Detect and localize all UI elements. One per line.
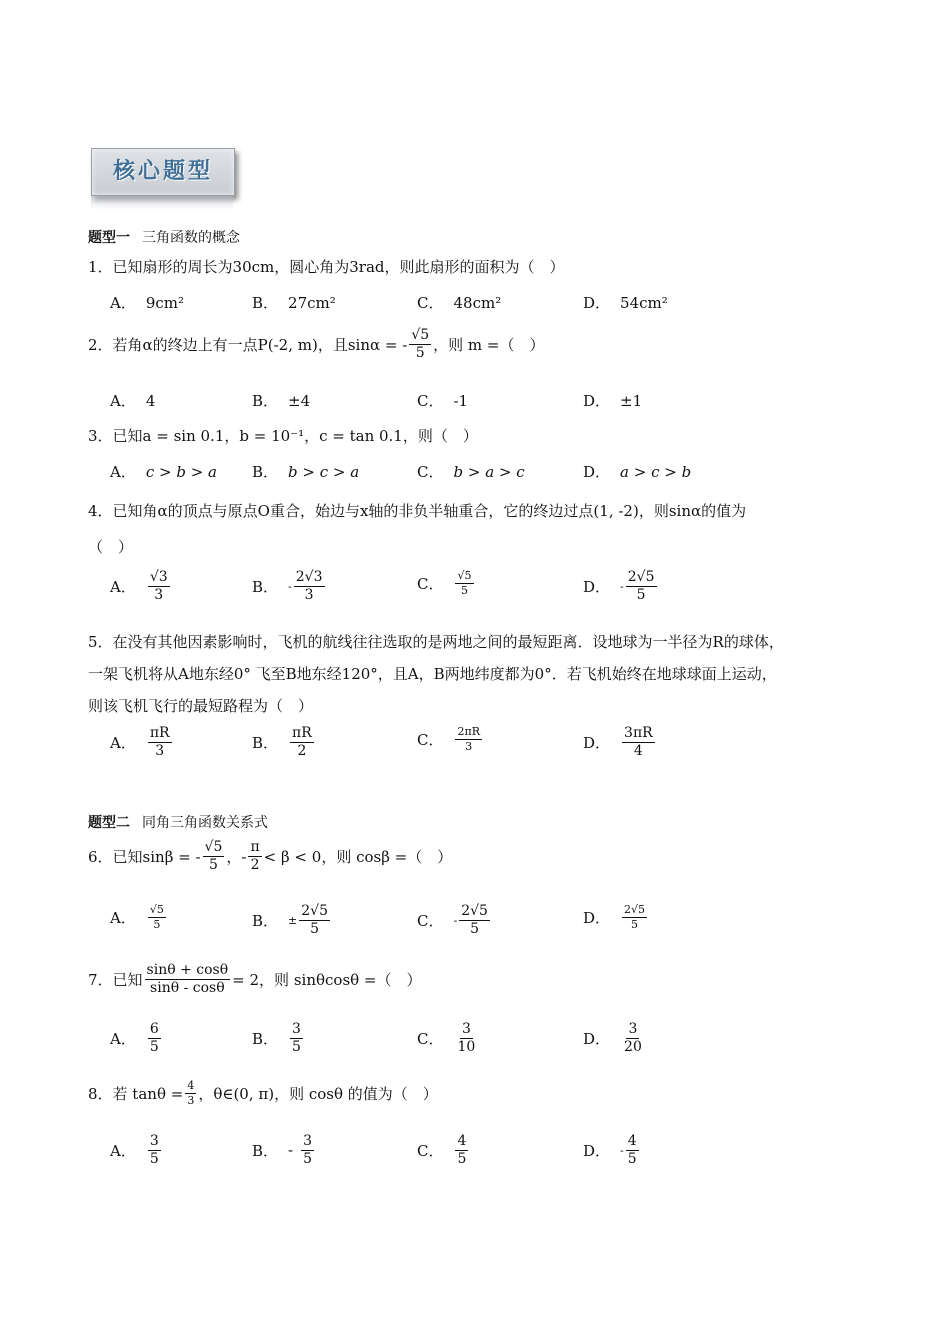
q2-option-d[interactable] xyxy=(583,390,642,411)
option-label: C． xyxy=(417,1141,444,1160)
option-value: b > c > a xyxy=(288,462,360,481)
q8-option-c[interactable] xyxy=(417,1134,470,1166)
denominator: 5 xyxy=(457,1150,467,1167)
q6-option-d[interactable] xyxy=(583,904,649,930)
option-label: D． xyxy=(583,1029,611,1048)
section-label: 题型一 xyxy=(88,230,130,246)
question-text: 6．已知sinβ = - xyxy=(88,847,201,866)
option-label: A． xyxy=(110,1029,136,1048)
fraction xyxy=(455,1022,477,1054)
numerator: 2√3 xyxy=(295,569,323,585)
fraction xyxy=(409,328,431,360)
option-label: A． xyxy=(110,577,136,596)
option-label: A． xyxy=(110,1141,136,1160)
denominator: 20 xyxy=(624,1038,642,1055)
option-label: A． xyxy=(110,733,136,752)
numerator: 3 xyxy=(303,1133,313,1149)
q1-option-c[interactable] xyxy=(417,292,501,313)
denominator: 3 xyxy=(155,742,165,759)
q2-option-b[interactable] xyxy=(252,390,310,411)
fraction xyxy=(148,1134,161,1166)
denominator: 5 xyxy=(153,917,161,931)
q6-option-c[interactable] xyxy=(417,904,492,936)
numerator: √3 xyxy=(149,569,168,585)
q8-option-d[interactable] xyxy=(583,1134,641,1166)
q5-option-a[interactable] xyxy=(110,726,174,758)
q5-option-c[interactable] xyxy=(417,726,484,752)
option-label: C． xyxy=(417,911,444,930)
denominator: 3 xyxy=(304,586,314,603)
question-5-line-3: 则该飞机飞行的最短路程为（ ） xyxy=(88,697,314,715)
option-label: D． xyxy=(583,908,611,927)
sign: - xyxy=(288,1141,294,1160)
q4-option-b[interactable] xyxy=(252,570,327,602)
banner-reflection xyxy=(91,196,233,210)
option-label: D． xyxy=(583,733,611,752)
q4-option-a[interactable] xyxy=(110,570,172,602)
question-text: 8．若 tanθ = xyxy=(88,1084,184,1103)
option-label: D． xyxy=(583,1141,611,1160)
option-label: A． xyxy=(110,463,136,481)
fraction xyxy=(622,726,655,758)
denominator: 5 xyxy=(310,920,320,937)
option-value: ±4 xyxy=(288,391,311,410)
fraction xyxy=(203,840,225,872)
option-label: B． xyxy=(252,294,279,312)
fraction xyxy=(459,904,490,936)
question-text: < β < 0，则 cosβ =（ ） xyxy=(263,847,453,866)
fraction xyxy=(148,570,170,602)
option-label: A． xyxy=(110,392,136,410)
option-label: B． xyxy=(252,463,279,481)
numerator: 3 xyxy=(149,1133,159,1149)
numerator: πR xyxy=(149,725,170,741)
numerator: πR xyxy=(292,725,312,741)
q3-option-b[interactable] xyxy=(252,461,359,482)
q3-option-c[interactable] xyxy=(417,461,525,482)
fraction xyxy=(455,570,473,596)
q4-option-c[interactable] xyxy=(417,570,476,596)
denominator: 5 xyxy=(636,586,646,603)
denominator: 5 xyxy=(303,1150,313,1167)
sign: - xyxy=(620,579,624,593)
option-label: C． xyxy=(417,574,444,593)
q8-option-b[interactable] xyxy=(252,1134,316,1166)
option-label: B． xyxy=(252,1141,279,1160)
fraction xyxy=(301,1134,314,1166)
numerator: 3 xyxy=(628,1021,638,1037)
sign: - xyxy=(620,1143,624,1157)
numerator: 2√5 xyxy=(301,903,328,919)
option-label: C． xyxy=(417,730,444,749)
section-heading-2 xyxy=(88,812,268,832)
fraction xyxy=(455,726,482,752)
option-label: B． xyxy=(252,911,279,930)
fraction xyxy=(185,1080,196,1106)
fraction xyxy=(148,904,166,930)
q2-option-c[interactable] xyxy=(417,390,468,411)
question-5-line-1: 5．在没有其他因素影响时，飞机的航线往往选取的是两地之间的最短距离．设地球为一半径为R的球体， xyxy=(88,633,784,651)
numerator: √5 xyxy=(457,569,472,582)
option-label: A． xyxy=(110,908,136,927)
option-label: D． xyxy=(583,392,611,410)
option-label: B． xyxy=(252,1029,279,1048)
fraction xyxy=(290,726,314,758)
numerator: 4 xyxy=(457,1133,467,1149)
option-value: a > c > b xyxy=(620,462,692,481)
option-label: B． xyxy=(252,733,279,752)
option-value: 9cm² xyxy=(145,293,185,312)
numerator: 2πR xyxy=(457,725,480,738)
q2-option-a[interactable] xyxy=(110,390,155,411)
q5-option-b[interactable] xyxy=(252,726,316,758)
q6-option-a[interactable] xyxy=(110,904,168,930)
q8-option-a[interactable] xyxy=(110,1134,163,1166)
sign: - xyxy=(288,579,292,593)
denominator: 10 xyxy=(457,1038,476,1055)
denominator: 3 xyxy=(154,586,164,603)
section-banner xyxy=(91,148,235,196)
question-text: = 2，则 sinθcosθ =（ ） xyxy=(232,970,422,989)
denominator: 3 xyxy=(465,739,473,753)
fraction xyxy=(622,1022,644,1054)
sign: ± xyxy=(288,913,298,927)
option-value: ±1 xyxy=(620,391,643,410)
question-text: ，- xyxy=(226,847,247,866)
option-label: D． xyxy=(583,463,611,481)
fraction xyxy=(455,1134,468,1166)
question-text: 2．若角α的终边上有一点P(-2, m)，且sinα = - xyxy=(88,335,408,354)
question-text: 7．已知 xyxy=(88,970,143,989)
denominator: 5 xyxy=(292,1038,301,1055)
numerator: 2√5 xyxy=(461,903,488,919)
denominator: 3 xyxy=(187,1093,195,1107)
denominator: 5 xyxy=(460,583,468,597)
numerator: √5 xyxy=(411,327,430,343)
denominator: 2 xyxy=(250,856,260,873)
fraction xyxy=(248,840,261,872)
fraction xyxy=(290,1022,303,1054)
option-label: C． xyxy=(417,294,444,312)
question-2 xyxy=(88,328,544,360)
option-label: D． xyxy=(583,294,611,312)
question-4-line-2: （ ） xyxy=(88,538,134,556)
sign: - xyxy=(453,913,458,927)
fraction xyxy=(294,570,325,602)
q6-option-b[interactable] xyxy=(252,904,332,936)
q4-option-d[interactable] xyxy=(583,570,659,602)
question-3: 3．已知a = sin 0.1，b = 10⁻¹，c = tan 0.1，则（ ） xyxy=(88,427,478,445)
numerator: 3 xyxy=(461,1021,471,1037)
option-label: B． xyxy=(252,577,279,596)
denominator: 5 xyxy=(627,1150,637,1167)
numerator: √5 xyxy=(204,839,223,855)
q1-option-d[interactable] xyxy=(583,292,668,313)
banner-title: 核心题型 xyxy=(112,159,213,184)
option-value: 54cm² xyxy=(620,293,668,312)
fraction xyxy=(626,1134,639,1166)
denominator: 5 xyxy=(631,917,639,931)
section-label: 题型二 xyxy=(88,815,130,831)
fraction xyxy=(148,1022,161,1054)
q3-option-d[interactable] xyxy=(583,461,691,482)
fraction xyxy=(299,904,330,936)
q1-option-b[interactable] xyxy=(252,292,336,313)
q7-option-d[interactable] xyxy=(583,1022,646,1054)
fraction xyxy=(145,963,231,995)
section-title: 同角三角函数关系式 xyxy=(142,815,268,831)
option-value: c > b > a xyxy=(145,462,217,481)
numerator: 2√5 xyxy=(624,903,646,916)
option-value: -1 xyxy=(453,391,469,410)
question-8 xyxy=(88,1080,438,1106)
option-label: C． xyxy=(417,1029,444,1048)
fraction xyxy=(622,904,647,930)
denominator: 4 xyxy=(633,742,643,759)
question-6 xyxy=(88,840,452,872)
q1-option-a[interactable] xyxy=(110,292,184,313)
option-label: C． xyxy=(417,392,444,410)
denominator: 5 xyxy=(470,920,480,937)
numerator: 4 xyxy=(627,1133,637,1149)
option-label: A． xyxy=(110,294,136,312)
q7-option-c[interactable] xyxy=(417,1022,479,1054)
option-value: 48cm² xyxy=(453,293,502,312)
option-value: 27cm² xyxy=(288,293,336,312)
numerator: sinθ + cosθ xyxy=(146,962,229,978)
question-5-line-2: 一架飞机将从A地东经0° 飞至B地东经120°，且A，B两地纬度都为0°．若飞机始终在地球球面上运动， xyxy=(88,665,777,683)
denominator: 5 xyxy=(149,1150,159,1167)
fraction xyxy=(148,726,172,758)
question-text: ，θ∈(0, π)，则 cosθ 的值为（ ） xyxy=(198,1084,438,1103)
numerator: π xyxy=(250,839,260,855)
numerator: 2√5 xyxy=(627,569,655,585)
numerator: 3πR xyxy=(624,725,653,741)
denominator: 5 xyxy=(415,344,425,361)
option-value: 4 xyxy=(145,391,156,410)
q7-option-b[interactable] xyxy=(252,1022,305,1054)
section-title: 三角函数的概念 xyxy=(142,230,240,246)
denominator: 5 xyxy=(149,1038,159,1055)
q3-option-a[interactable] xyxy=(110,461,217,482)
option-value: b > a > c xyxy=(453,462,525,481)
denominator: 5 xyxy=(209,856,218,873)
option-label: C． xyxy=(417,463,444,481)
denominator: 2 xyxy=(297,742,307,759)
q5-option-d[interactable] xyxy=(583,726,657,758)
question-text: ，则 m =（ ） xyxy=(433,335,545,354)
question-1: 1．已知扇形的周长为30cm，圆心角为3rad，则此扇形的面积为（ ） xyxy=(88,258,565,276)
numerator: 6 xyxy=(149,1021,159,1037)
fraction xyxy=(626,570,657,602)
option-label: B． xyxy=(252,392,279,410)
numerator: √5 xyxy=(149,903,164,916)
q7-option-a[interactable] xyxy=(110,1022,163,1054)
question-7 xyxy=(88,963,422,995)
numerator: 4 xyxy=(187,1079,195,1092)
denominator: sinθ - cosθ xyxy=(150,979,225,996)
question-4-line-1: 4．已知角α的顶点与原点O重合，始边与x轴的非负半轴重合，它的终边过点(1, -2)，则sinα的值为 xyxy=(88,502,747,520)
numerator: 3 xyxy=(292,1021,301,1037)
section-heading-1 xyxy=(88,227,240,247)
option-label: D． xyxy=(583,577,611,596)
